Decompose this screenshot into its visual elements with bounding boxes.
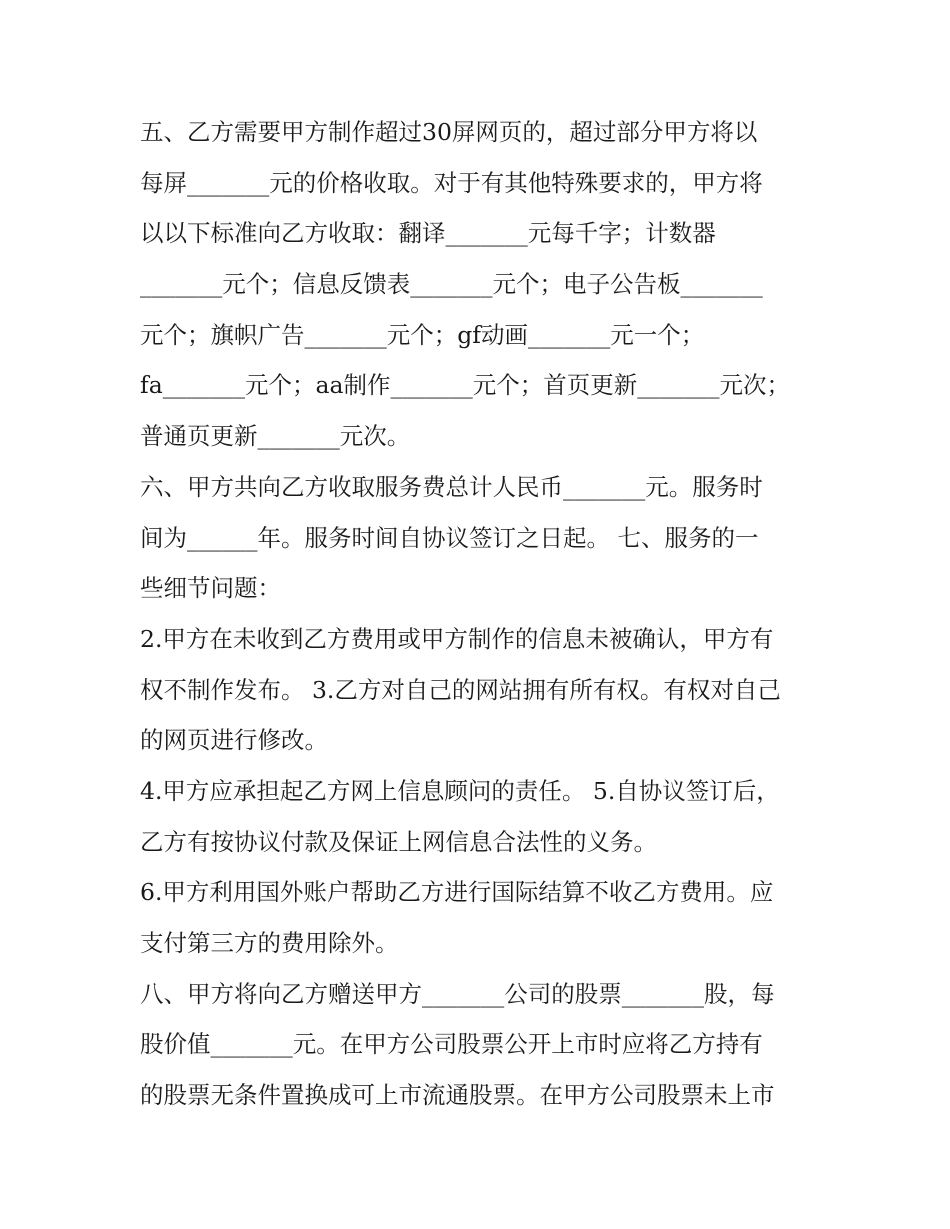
text-line: 乙方有按协议付款及保证上网信息合法性的义务。 <box>140 827 657 856</box>
text-line: 股价值_______元。在甲方公司股票公开上市时应将乙方持有 <box>140 1030 763 1059</box>
text-line: 每屏_______元的价格收取。对于有其他特殊要求的，甲方将 <box>140 168 763 197</box>
text-line: 五、乙方需要甲方制作超过30屏网页的，超过部分甲方将以 <box>140 118 758 146</box>
text-line: 以以下标准向乙方收取：翻译_______元每千字；计数器 <box>140 219 716 248</box>
text-line: 六、甲方共向乙方收取服务费总计人民币_______元。服务时 <box>140 472 763 501</box>
text-line: 权不制作发布。 3.乙方对自己的网站拥有所有权。有权对自己 <box>140 675 781 704</box>
text-line: _______元个；信息反馈表_______元个；电子公告板_______ <box>140 270 763 299</box>
text-line: 的股票无条件置换成可上市流通股票。在甲方公司股票未上市 <box>140 1081 775 1110</box>
text-line: 支付第三方的费用除外。 <box>140 929 399 957</box>
text-line: fa_______元个；aa制作_______元个；首页更新_______元次； <box>140 371 790 400</box>
text-line: 些细节问题： <box>140 574 281 603</box>
text-line: 4.甲方应承担起乙方网上信息顾问的责任。 5.自协议签订后， <box>140 776 780 805</box>
text-line: 八、甲方将向乙方赠送甲方_______公司的股票_______股，每 <box>140 979 775 1008</box>
text-line: 2.甲方在未收到乙方费用或甲方制作的信息未被确认，甲方有 <box>140 624 774 653</box>
text-line: 元个；旗帜广告_______元个；gf动画_______元一个； <box>140 320 705 349</box>
text-line: 的网页进行修改。 <box>140 726 328 755</box>
text-line: 6.甲方利用国外账户帮助乙方进行国际结算不收乙方费用。应 <box>140 878 774 907</box>
document-body <box>140 107 820 1121</box>
text-line: 间为______年。服务时间自协议签订之日起。 七、服务的一 <box>140 523 759 552</box>
text-line: 普通页更新_______元次。 <box>140 422 411 451</box>
